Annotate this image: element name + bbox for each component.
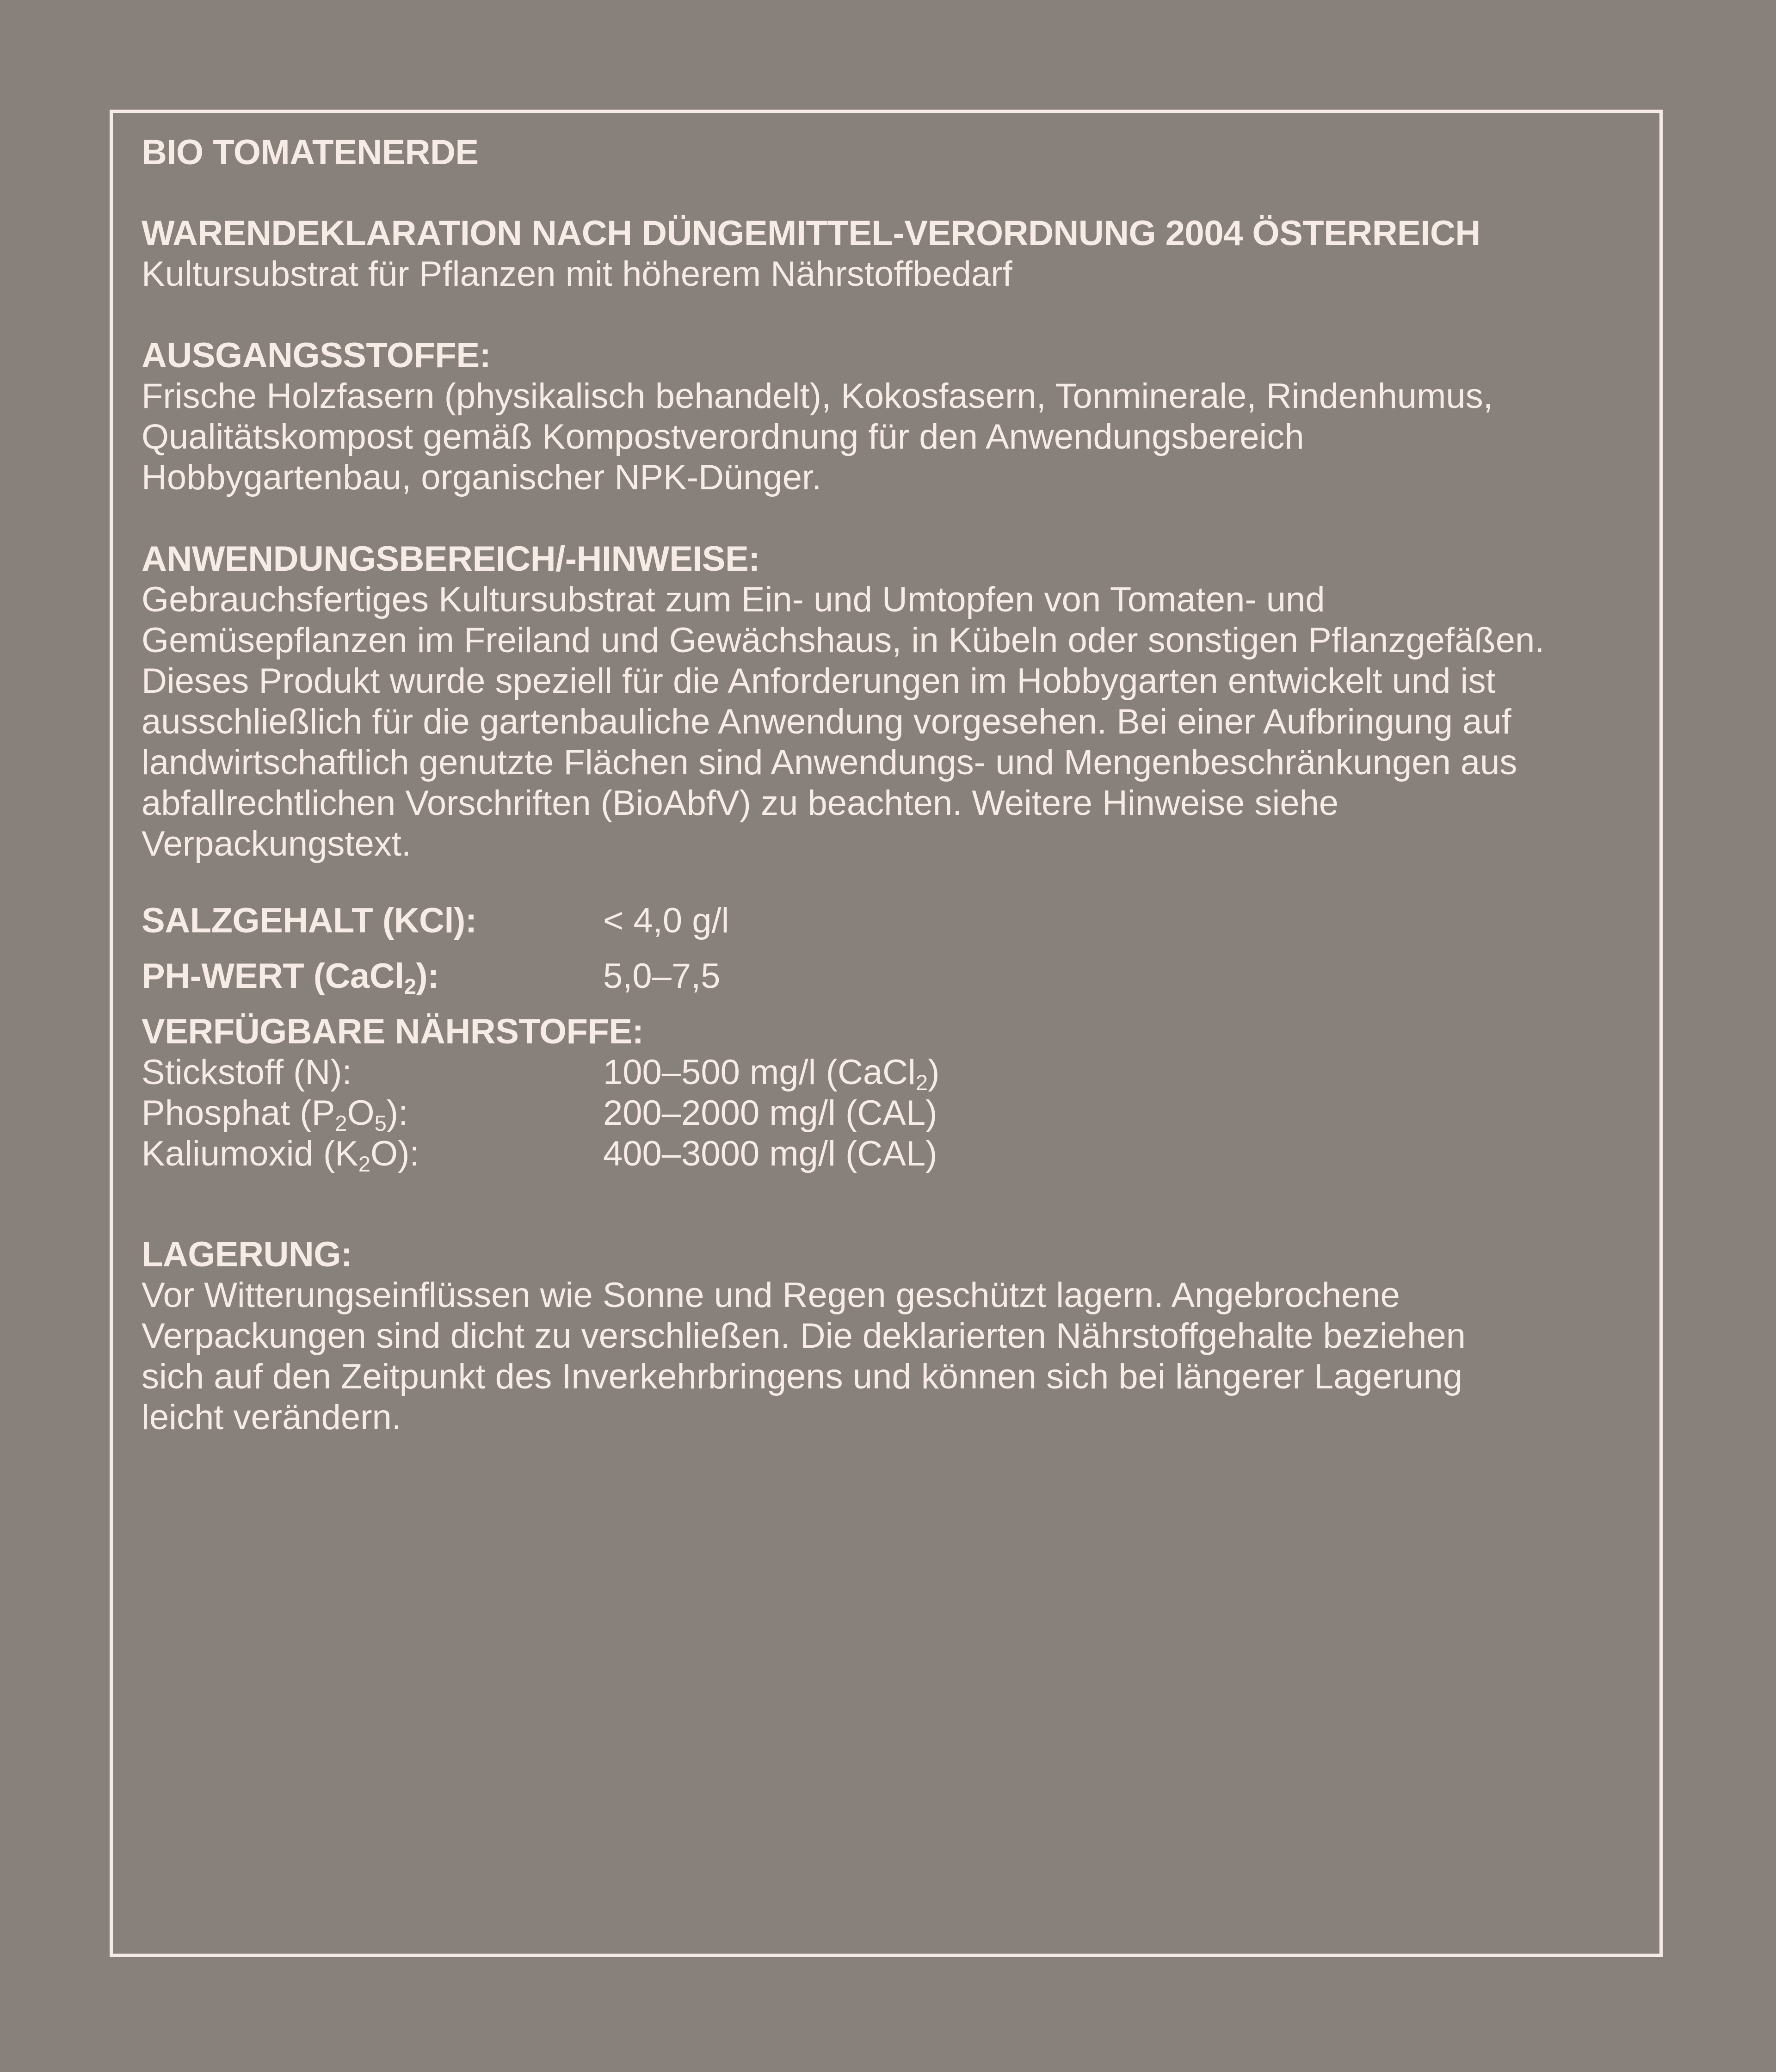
kalium-label: Kaliumoxid $(K_2O)$:: [142, 1134, 419, 1177]
anwendung-heading: ANWENDUNGSBEREICH/-HINWEISE:: [142, 539, 760, 579]
ph-row: [142, 956, 1635, 1011]
stickstoff-row: [142, 1052, 1635, 1093]
kalium-row: [142, 1134, 1635, 1177]
ph-label: PH-WERT (CaCl$_2$):: [142, 956, 439, 999]
anwendung-line: ausschließlich für die gartenbauliche Anwendung vorgesehen. Bei einer Aufbringung auf: [142, 702, 1511, 741]
lagerung-line: sich auf den Zeitpunkt des Inverkehrbringens und können sich bei längerer Lagerung: [142, 1357, 1463, 1396]
phosphat-label: Phosphat $(P_2O_5)$:: [142, 1093, 408, 1136]
phosphat-row: [142, 1093, 1635, 1134]
declaration-heading: WARENDEKLARATION NACH DÜNGEMITTEL-VERORDNUNG 2004 ÖSTERREICH: [142, 214, 1480, 253]
kalium-value: 400–3000 mg/l (CAL): [603, 1134, 937, 1173]
anwendung-line: landwirtschaftlich genutzte Flächen sind Anwendungs- und Mengenbeschränkungen aus: [142, 743, 1517, 782]
ausgangsstoffe-line: Qualitätskompost gemäß Kompostverordnung für den Anwendungsbereich: [142, 417, 1304, 456]
lagerung-line: Verpackungen sind dicht zu verschließen. Die deklarierten Nährstoffgehalte beziehen: [142, 1316, 1466, 1356]
salzgehalt-label: SALZGEHALT (KCl):: [142, 901, 477, 940]
anwendung-line: Gebrauchsfertiges Kultursubstrat zum Ein- und Umtopfen von Tomaten- und: [142, 580, 1325, 619]
ausgangsstoffe-line: Hobbygartenbau, organischer NPK-Dünger.: [142, 458, 822, 497]
ausgangsstoffe-heading: AUSGANGSSTOFFE:: [142, 336, 491, 375]
naehrstoffe-heading: VERFÜGBARE NÄHRSTOFFE:: [142, 1012, 644, 1051]
declaration-subtitle: Kultursubstrat für Pflanzen mit höherem Nährstoffbedarf: [142, 254, 1012, 294]
lagerung-line: leicht verändern.: [142, 1398, 401, 1437]
anwendung-line: abfallrechtlichen Vorschriften (BioAbfV) zu beachten. Weitere Hinweise siehe: [142, 783, 1339, 823]
anwendung-line: Dieses Produkt wurde speziell für die Anforderungen im Hobbygarten entwickelt und ist: [142, 661, 1496, 701]
salzgehalt-value: < 4,0 g/l: [603, 901, 729, 940]
stickstoff-label: Stickstoff (N):: [142, 1053, 352, 1092]
lagerung-heading: LAGERUNG:: [142, 1235, 352, 1274]
anwendung-line: Verpackungstext.: [142, 824, 412, 863]
declaration-text: [142, 132, 1635, 1438]
ausgangsstoffe-line: Frische Holzfasern (physikalisch behandelt), Kokosfasern, Tonminerale, Rindenhumus,: [142, 376, 1493, 416]
product-title: BIO TOMATENERDE: [142, 133, 479, 172]
lagerung-line: Vor Witterungseinflüssen wie Sonne und Regen geschützt lagern. Angebrochene: [142, 1276, 1400, 1315]
anwendung-line: Gemüsepflanzen im Freiland und Gewächshaus, in Kübeln oder sonstigen Pflanzgefäßen.: [142, 621, 1545, 660]
phosphat-value: 200–2000 mg/l (CAL): [603, 1093, 937, 1133]
ph-value: 5,0–7,5: [603, 956, 721, 996]
stickstoff-value: 100–500 mg/l (CaCl$_2$): [603, 1053, 940, 1095]
salzgehalt-row: [142, 900, 1635, 956]
